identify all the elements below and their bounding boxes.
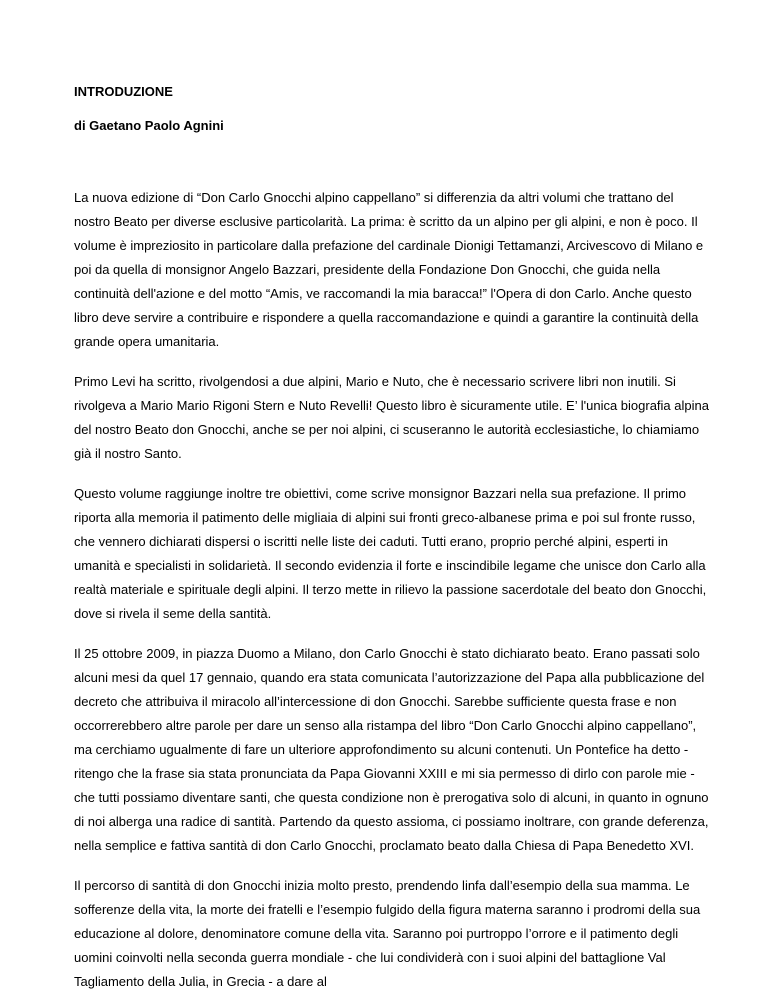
paragraph-2: Primo Levi ha scritto, rivolgendosi a due alpini, Mario e Nuto, che è necessario scrivere libri non inutili. Si rivolgeva a Mario Mario Rigoni Stern e Nuto Revelli! Questo libro è sicuramente utile. E’ l'unica biografia alpina del nostro Beato don Gnocchi, anche se per noi alpini, ci scuseranno le autorità ecclesiastiche, lo chiamiamo già il nostro Santo. [74, 374, 709, 461]
paragraph-4: Il 25 ottobre 2009, in piazza Duomo a Milano, don Carlo Gnocchi è stato dichiarato beato. Erano passati solo alcuni mesi da quel 17 gennaio, quando era stata comunicata l’autorizzazione del Papa alla pubblicazione del decreto che attribuiva il miracolo all’intercessione di don Gnocchi. Sarebbe sufficiente questa frase e non occorrerebbero altre parole per dare un senso alla ristampa del libro “Don Carlo Gnocchi alpino cappellano”, ma cerchiamo ugualmente di fare un ulteriore approfondimento su alcuni contenuti. Un Pontefice ha detto - ritengo che la frase sia stata pronunciata da Papa Giovanni XXIII e mi sia permesso di dirlo con parole mie - che tutti possiamo diventare santi, che questa condizione non è prerogativa solo di alcuni, in quanto in ognuno di noi alberga una radice di santità. Partendo da questo assioma, ci possiamo inoltrare, con grande deferenza, nella semplice e fattiva santità di don Carlo Gnocchi, proclamato beato dalla Chiesa di Papa Benedetto XVI. [74, 646, 709, 853]
paragraph-3: Questo volume raggiunge inoltre tre obiettivi, come scrive monsignor Bazzari nella sua prefazione. Il primo riporta alla memoria il patimento delle migliaia di alpini sui fronti greco-albanese prima e poi sul fronte russo, che vennero dichiarati dispersi o iscritti nelle liste dei caduti. Tutti erano, proprio perché alpini, esperti in umanità e specialisti in solidarietà. Il secondo evidenzia il forte e inscindibile legame che unisce don Carlo alla realtà materiale e spirituale degli alpini. Il terzo mette in rilievo la passione sacerdotale del beato don Gnocchi, dove si rivela il seme della santità. [74, 486, 707, 621]
paragraph-1: La nuova edizione di “Don Carlo Gnocchi alpino cappellano” si differenzia da altri volumi che trattano del nostro Beato per diverse esclusive particolarità. La prima: è scritto da un alpino per gli alpini, e non è poco. Il volume è impreziosito in particolare dalla prefazione del cardinale Dionigi Tettamanzi, Arcivescovo di Milano e poi da quella di monsignor Angelo Bazzari, presidente della Fondazione Don Gnocchi, che guida nella continuità dell'azione e del motto “Amis, ve raccomandi la mia baracca!” l'Opera di don Carlo. Anche questo libro deve servire a contribuire e rispondere a quella raccomandazione e quindi a garantire la continuità della grande opera umanitaria. [74, 190, 704, 349]
section-heading: INTRODUZIONE [74, 84, 173, 99]
paragraph-5: Il percorso di santità di don Gnocchi inizia molto presto, prendendo linfa dall’esempio della sua mamma. Le sofferenze della vita, la morte dei fratelli e l’esempio fulgido della figura materna saranno i prodromi della sua educazione al dolore, denominatore comune della vita. Saranno poi purtroppo l’orrore e il patimento degli uomini coinvolti nella seconda guerra mondiale - che lui condividerà con i suoi alpini del battaglione Val Tagliamento della Julia, in Grecia - a dare al [74, 878, 701, 989]
author-line: di Gaetano Paolo Agnini [74, 118, 224, 133]
document-body [74, 80, 710, 994]
